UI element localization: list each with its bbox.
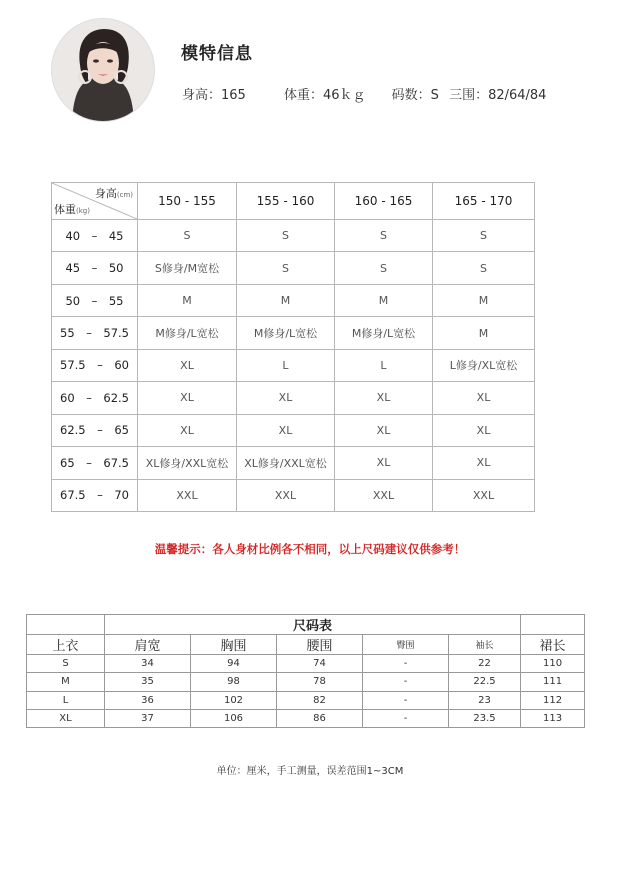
size-chart-title-spacer [521, 615, 585, 635]
size-cell: L修身/XL宽松 [433, 349, 535, 381]
table-row [52, 220, 535, 252]
size-cell: S修身/M宽松 [138, 252, 237, 284]
weight-range: 45 – 50 [52, 252, 138, 284]
weight-range: 50 – 55 [52, 284, 138, 316]
table-cell: 102 [191, 691, 277, 709]
size-cell: S [335, 252, 433, 284]
column-header: 袖长 [449, 635, 521, 655]
table-row [27, 709, 585, 727]
unit-note: 单位：厘米，手工测量，误差范围1~3CM [216, 766, 404, 777]
column-header: 胸围 [191, 635, 277, 655]
size-cell: M修身/L宽松 [335, 317, 433, 349]
height-range-header: 165 - 170 [433, 183, 535, 220]
height-axis-label: 身高(cm) [94, 187, 133, 200]
table-row [27, 673, 585, 691]
table-cell: - [363, 673, 449, 691]
weight-range: 57.5 – 60 [52, 349, 138, 381]
table-row [27, 655, 585, 673]
table-cell: L [27, 691, 105, 709]
model-avatar [52, 19, 154, 121]
size-cell: XL修身/XXL宽松 [138, 447, 237, 479]
column-header: 上衣 [27, 635, 105, 655]
size-cell: XXL [433, 479, 535, 512]
weight-range: 55 – 57.5 [52, 317, 138, 349]
size-cell: XXL [335, 479, 433, 512]
size-cell: M [237, 284, 335, 316]
weight-axis-label: 体重(kg) [54, 203, 90, 216]
column-header: 肩宽 [105, 635, 191, 655]
size-cell: XL [237, 382, 335, 414]
size-cell: L [237, 349, 335, 381]
table-cell: 23 [449, 691, 521, 709]
size-cell: XL [433, 414, 535, 446]
size-cell: L [335, 349, 433, 381]
size-cell: S [433, 252, 535, 284]
model-stats [182, 84, 552, 103]
table-cell: 82 [277, 691, 363, 709]
table-corner-cell [52, 183, 138, 220]
table-cell: 74 [277, 655, 363, 673]
table-cell: 111 [521, 673, 585, 691]
table-cell: 86 [277, 709, 363, 727]
size-cell: M [433, 317, 535, 349]
model-size: 码数：S [391, 88, 439, 103]
size-cell: XL [138, 382, 237, 414]
size-cell: S [237, 252, 335, 284]
size-cell: M [433, 284, 535, 316]
weight-range: 62.5 – 65 [52, 414, 138, 446]
table-cell: - [363, 691, 449, 709]
size-cell: XXL [237, 479, 335, 512]
size-cell: XL修身/XXL宽松 [237, 447, 335, 479]
table-cell: 35 [105, 673, 191, 691]
size-cell: S [335, 220, 433, 252]
size-cell: XL [335, 414, 433, 446]
table-cell: 113 [521, 709, 585, 727]
table-row [52, 479, 535, 512]
table-cell: 94 [191, 655, 277, 673]
table-cell: 98 [191, 673, 277, 691]
height-range-header: 155 - 160 [237, 183, 335, 220]
size-chart-table [26, 614, 585, 728]
size-cell: XXL [138, 479, 237, 512]
weight-range: 65 – 67.5 [52, 447, 138, 479]
size-cell: M修身/L宽松 [237, 317, 335, 349]
table-cell: 36 [105, 691, 191, 709]
size-chart-title: 尺码表 [105, 615, 521, 635]
weight-range: 40 – 45 [52, 220, 138, 252]
table-cell: 110 [521, 655, 585, 673]
weight-range: 67.5 – 70 [52, 479, 138, 512]
size-cell: M修身/L宽松 [138, 317, 237, 349]
size-cell: S [433, 220, 535, 252]
table-cell: M [27, 673, 105, 691]
table-row [52, 447, 535, 479]
model-height: 身高：165 [182, 88, 246, 103]
size-cell: XL [335, 447, 433, 479]
model-measurements: 三围：82/64/84 [449, 88, 547, 103]
size-cell: XL [138, 414, 237, 446]
column-header: 腰围 [277, 635, 363, 655]
table-row [52, 284, 535, 316]
table-cell: S [27, 655, 105, 673]
warm-tip: 温馨提示：各人身材比例各不相同，以上尺码建议仅供参考！ [154, 542, 466, 556]
size-cell: M [138, 284, 237, 316]
size-cell: XL [433, 382, 535, 414]
table-cell: 37 [105, 709, 191, 727]
table-cell: 34 [105, 655, 191, 673]
table-cell: 22.5 [449, 673, 521, 691]
size-cell: S [138, 220, 237, 252]
table-cell: 22 [449, 655, 521, 673]
table-cell: XL [27, 709, 105, 727]
table-cell: 78 [277, 673, 363, 691]
model-info-title: 模特信息 [181, 44, 253, 64]
table-row [52, 414, 535, 446]
column-header: 臀围 [363, 635, 449, 655]
weight-range: 60 – 62.5 [52, 382, 138, 414]
height-range-header: 160 - 165 [335, 183, 433, 220]
height-range-header: 150 - 155 [138, 183, 237, 220]
size-cell: XL [237, 414, 335, 446]
size-cell: XL [138, 349, 237, 381]
model-weight: 体重：46ｋｇ [283, 88, 366, 103]
column-header: 裙长 [521, 635, 585, 655]
size-chart-title-spacer [27, 615, 105, 635]
table-cell: - [363, 655, 449, 673]
size-cell: XL [433, 447, 535, 479]
size-cell: XL [335, 382, 433, 414]
table-cell: 106 [191, 709, 277, 727]
table-cell: 112 [521, 691, 585, 709]
table-row [52, 382, 535, 414]
size-cell: M [335, 284, 433, 316]
table-row [27, 691, 585, 709]
table-cell: - [363, 709, 449, 727]
table-row [52, 252, 535, 284]
table-row [52, 317, 535, 349]
size-cell: S [237, 220, 335, 252]
size-recommendation-table [51, 182, 535, 512]
table-row [52, 349, 535, 381]
table-cell: 23.5 [449, 709, 521, 727]
